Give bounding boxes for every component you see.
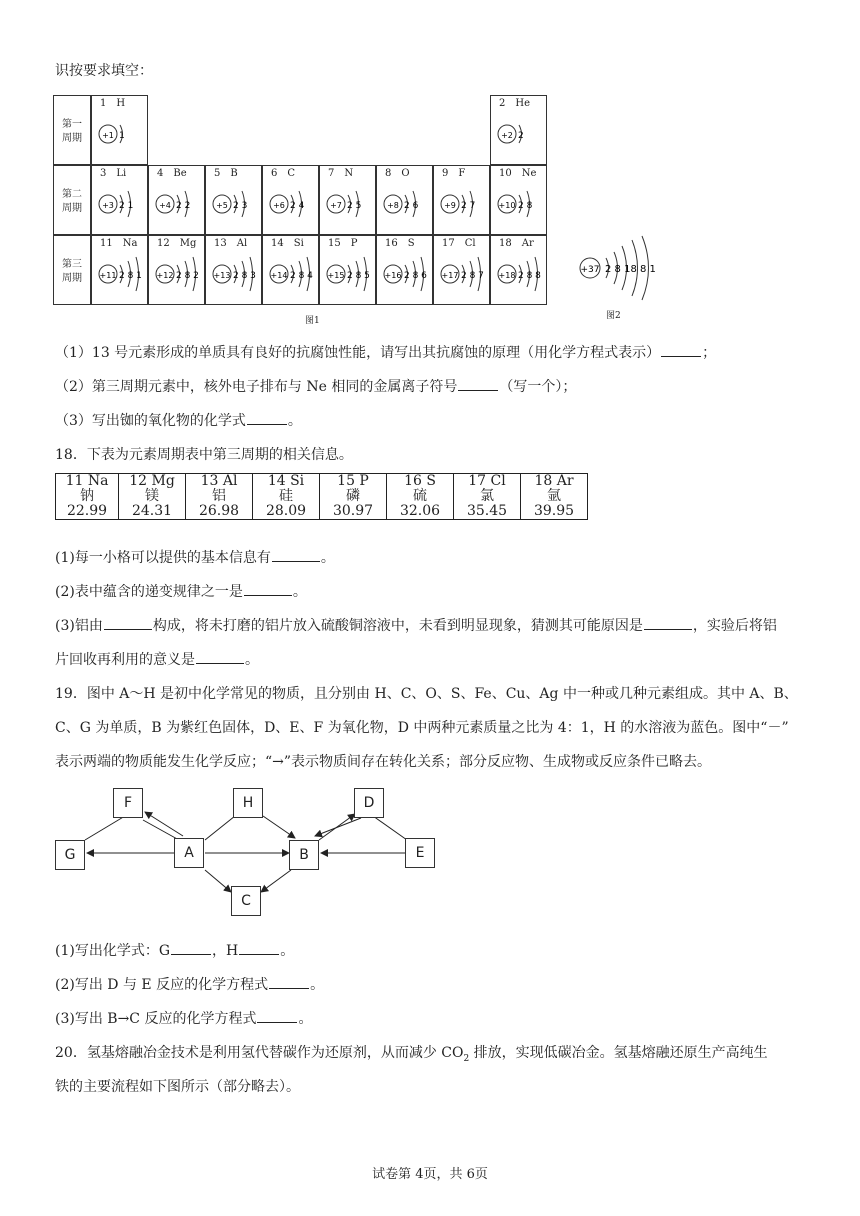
node-c: C [231, 886, 261, 916]
element-cell-mg [148, 235, 205, 305]
atom-structure-diagram [383, 180, 431, 234]
electron-counts: 2 8 4 [290, 271, 313, 281]
element-name: 硅 [279, 488, 293, 504]
element-name: 氩 [547, 488, 561, 504]
element-cell-n [319, 165, 376, 235]
atom-structure-diagram [155, 250, 203, 304]
element-header: 4 Be [157, 168, 187, 179]
atom-structure-diagram [383, 250, 431, 304]
element-head: 13 Al [200, 473, 238, 489]
element-info-cell [56, 474, 119, 520]
atom-structure-diagram [155, 180, 203, 234]
element-head: 11 Na [65, 473, 109, 489]
svg-text:2 8 18 8 1: 2 8 18 8 1 [605, 264, 656, 275]
electron-counts: 2 2 [176, 201, 191, 211]
nuclear-charge: +14 [270, 271, 288, 280]
element-header: 18 Ar [499, 238, 534, 249]
element-cell-li [91, 165, 148, 235]
nuclear-charge: +8 [387, 201, 399, 210]
period-label: 第三 周期 [62, 259, 82, 284]
q19-stem-line1: 19．图中 A～H 是初中化学常见的物质，且分别由 H、C、O、S、Fe、Cu、Ag 中一种或几种元素组成。其中 A、B、 [55, 686, 798, 702]
electron-counts: 2 8 3 [233, 271, 256, 281]
element-cell-si [262, 235, 319, 305]
element-mass: 35.45 [466, 503, 508, 519]
answer-blank[interactable] [257, 1010, 297, 1023]
period-label-cell [53, 165, 91, 235]
periodic-table-figure [53, 95, 566, 305]
answer-blank[interactable] [244, 583, 292, 596]
nuclear-charge: +4 [159, 201, 171, 210]
element-mass: 30.97 [332, 503, 374, 519]
element-name: 磷 [346, 488, 360, 504]
element-header: 10 Ne [499, 168, 537, 179]
answer-blank[interactable] [104, 617, 152, 630]
element-info-cell [253, 474, 320, 520]
atom-structure-diagram [497, 110, 545, 164]
q18-part1: (1)每一小格可以提供的基本信息有 。 [55, 550, 335, 566]
nuclear-charge: +12 [156, 271, 174, 280]
element-cell-c [262, 165, 319, 235]
atom-structure-diagram [269, 250, 317, 304]
q17-part3: （3）写出铷的氧化物的化学式 。 [55, 413, 302, 429]
element-name: 铝 [212, 488, 226, 504]
atom-structure-diagram [269, 180, 317, 234]
element-name: 硫 [413, 488, 427, 504]
element-head: 17 Cl [468, 473, 506, 489]
element-head: 12 Mg [129, 473, 175, 489]
nuclear-charge: +16 [384, 271, 402, 280]
element-header: 15 P [328, 238, 358, 249]
atom-structure-diagram [98, 250, 146, 304]
element-head: 16 S [404, 473, 436, 489]
element-mass: 26.98 [198, 503, 240, 519]
nuclear-charge: +3 [102, 201, 114, 210]
electron-counts: 2 4 [290, 201, 305, 211]
element-info-cell [454, 474, 521, 520]
element-header: 8 O [385, 168, 410, 179]
element-header: 13 Al [214, 238, 248, 249]
element-name: 镁 [145, 488, 159, 504]
nuclear-charge: +10 [498, 201, 516, 210]
electron-counts: 1 [119, 131, 125, 141]
q18-part3-line2: 片回收再利用的意义是 。 [55, 652, 259, 668]
electron-counts: 2 8 2 [176, 271, 199, 281]
electron-counts: 2 5 [347, 201, 362, 211]
nuclear-charge: +5 [216, 201, 228, 210]
element-header: 9 F [442, 168, 466, 179]
element-mass: 39.95 [533, 503, 575, 519]
q18-part3-line1: (3)铝由 构成，将未打磨的铝片放入硫酸铜溶液中，未看到明显现象，猜测其可能原因是 ，实验后将铝 [55, 618, 777, 634]
element-cell-f [433, 165, 490, 235]
reaction-diagram [55, 788, 445, 918]
electron-counts: 2 7 [461, 201, 476, 211]
figure-1-caption: 图1 [305, 316, 320, 326]
element-head: 15 P [337, 473, 369, 489]
atom-structure-diagram [98, 110, 146, 164]
rubidium-atom-diagram [578, 232, 668, 302]
element-cell-p [319, 235, 376, 305]
element-mass: 22.99 [66, 503, 108, 519]
figure-2-caption: 图2 [606, 311, 621, 321]
element-name: 氯 [480, 488, 494, 504]
nuclear-charge: +18 [498, 271, 516, 280]
node-b: B [289, 840, 319, 870]
node-h: H [233, 788, 263, 818]
element-header: 17 Cl [442, 238, 476, 249]
element-info-cell [320, 474, 387, 520]
nuclear-charge: +6 [273, 201, 285, 210]
intro-text: 识按要求填空： [55, 63, 153, 79]
element-header: 16 S [385, 238, 415, 249]
q19-part2: (2)写出 D 与 E 反应的化学方程式 。 [55, 977, 325, 993]
q19-stem-line3: 表示两端的物质能发生化学反应；“→”表示物质间存在转化关系；部分反应物、生成物或反应条件已略去。 [55, 754, 712, 770]
answer-blank[interactable] [458, 378, 498, 391]
q18-stem: 18．下表为元素周期表中第三周期的相关信息。 [55, 447, 353, 463]
node-f: F [113, 788, 143, 818]
element-name: 钠 [80, 488, 94, 504]
element-cell-o [376, 165, 433, 235]
atom-structure-diagram [212, 180, 260, 234]
answer-blank[interactable] [269, 976, 309, 989]
element-cell-he [490, 95, 547, 165]
element-head: 14 Si [267, 473, 305, 489]
node-e: E [405, 838, 435, 868]
element-header: 11 Na [100, 238, 138, 249]
element-mass: 32.06 [399, 503, 441, 519]
electron-counts: 2 8 1 [119, 271, 142, 281]
atom-structure-diagram [98, 180, 146, 234]
element-cell-al [205, 235, 262, 305]
element-cell-ar [490, 235, 547, 305]
electron-counts: 2 [518, 131, 524, 141]
atom-structure-diagram [326, 180, 374, 234]
answer-blank[interactable] [247, 412, 287, 425]
element-mass: 28.09 [265, 503, 307, 519]
element-header: 1 H [100, 98, 126, 109]
element-head: 18 Ar [534, 473, 574, 489]
element-cell-b [205, 165, 262, 235]
atom-structure-diagram [497, 250, 545, 304]
period-label: 第二 周期 [62, 189, 82, 214]
answer-blank[interactable] [239, 942, 279, 955]
node-a: A [174, 838, 204, 868]
electron-counts: 2 8 [518, 201, 533, 211]
q19-stem-line2: C、G 为单质，B 为紫红色固体，D、E、F 为氧化物，D 中两种元素质量之比为 4：1，H 的水溶液为蓝色。图中“－” [55, 720, 789, 736]
q17-part2: （2）第三周期元素中，核外电子排布与 Ne 相同的金属离子符号 （写一个）； [55, 379, 577, 395]
nuclear-charge: +13 [213, 271, 231, 280]
electron-counts: 2 6 [404, 201, 419, 211]
atom-structure-diagram [326, 250, 374, 304]
atom-structure-diagram [497, 180, 545, 234]
q20-stem-line1: 20．氢基熔融冶金技术是利用氢代替碳作为还原剂，从而减少 $CO_2$ 排放，实现低碳冶金。氢基熔融还原生产高纯生 [55, 1045, 768, 1064]
element-header: 6 C [271, 168, 296, 179]
answer-blank[interactable] [272, 549, 320, 562]
period-label-cell [53, 95, 91, 165]
atom-structure-diagram [440, 250, 488, 304]
q19-part1: (1)写出化学式：G ，H 。 [55, 943, 295, 959]
electron-counts: 2 8 6 [404, 271, 427, 281]
period-label-cell [53, 235, 91, 305]
q20-stem-line2: 铁的主要流程如下图所示（部分略去）。 [55, 1079, 300, 1095]
answer-blank[interactable] [661, 344, 701, 357]
nuclear-charge: +11 [99, 271, 117, 280]
node-d: D [354, 788, 384, 818]
element-header: 7 N [328, 168, 354, 179]
q19-part3: (3)写出 B→C 反应的化学方程式 。 [55, 1011, 313, 1027]
element-cell-na [91, 235, 148, 305]
element-cell-ne [490, 165, 547, 235]
nuclear-charge: +2 [501, 131, 513, 140]
element-header: 2 He [499, 98, 531, 109]
electron-counts: 2 8 8 [518, 271, 541, 281]
element-info-cell [186, 474, 253, 520]
q18-part2: (2)表中蕴含的递变规律之一是 。 [55, 584, 307, 600]
answer-blank[interactable] [196, 651, 244, 664]
electron-counts: 2 8 7 [461, 271, 484, 281]
period-label: 第一 周期 [62, 119, 82, 144]
answer-blank[interactable] [644, 617, 692, 630]
atom-structure-diagram [212, 250, 260, 304]
third-period-table [55, 473, 588, 520]
element-info-cell [119, 474, 186, 520]
element-info-cell [521, 474, 588, 520]
nuclear-charge: +9 [444, 201, 456, 210]
element-mass: 24.31 [131, 503, 173, 519]
nuclear-charge: +15 [327, 271, 345, 280]
q17-part1: （1）13 号元素形成的单质具有良好的抗腐蚀性能，请写出其抗腐蚀的原理（用化学方程式表示） ； [55, 345, 717, 361]
element-cell-cl [433, 235, 490, 305]
element-header: 12 Mg [157, 238, 197, 249]
element-info-cell [387, 474, 454, 520]
nuclear-charge: +17 [441, 271, 459, 280]
element-header: 3 Li [100, 168, 127, 179]
atom-structure-diagram [440, 180, 488, 234]
element-cell-s [376, 235, 433, 305]
element-header: 5 B [214, 168, 238, 179]
electron-counts: 2 3 [233, 201, 248, 211]
answer-blank[interactable] [171, 942, 211, 955]
page-footer: 试卷第 4页，共 6页 [372, 1167, 488, 1182]
element-header: 14 Si [271, 238, 304, 249]
electron-counts: 2 8 5 [347, 271, 370, 281]
element-cell-be [148, 165, 205, 235]
nuclear-charge: +1 [102, 131, 114, 140]
element-cell-h [91, 95, 148, 165]
svg-text:+37: +37 [580, 265, 600, 275]
node-g: G [55, 840, 85, 870]
nuclear-charge: +7 [330, 201, 342, 210]
electron-counts: 2 1 [119, 201, 134, 211]
